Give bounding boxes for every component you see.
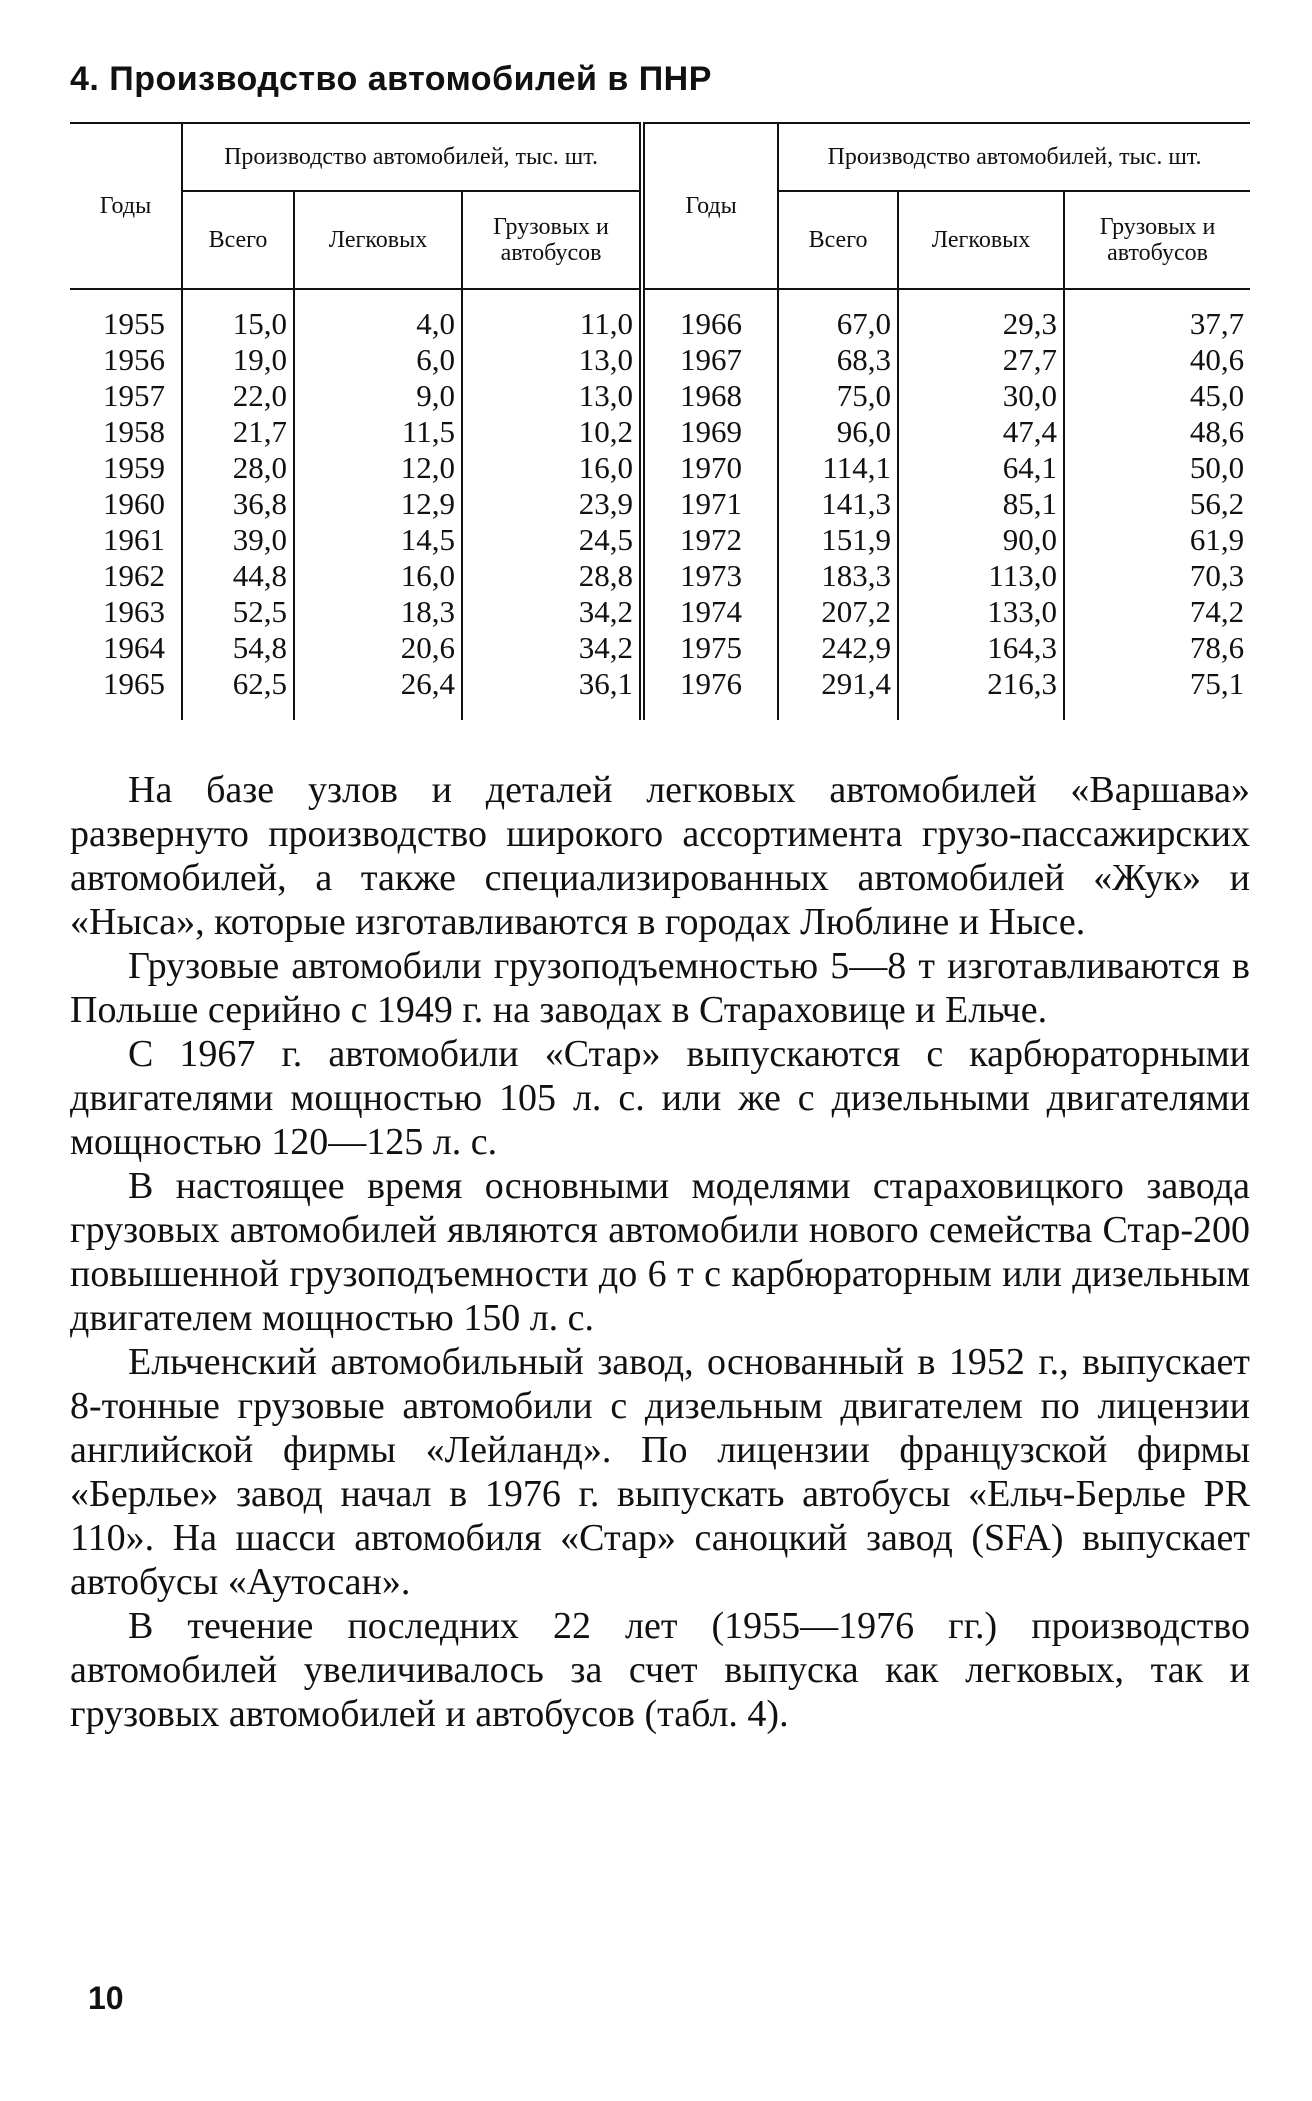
year-cell: 1961 <box>103 522 165 557</box>
year-cell: 1976 <box>642 666 778 720</box>
body-text <box>70 768 1250 1736</box>
table-row <box>70 666 1250 720</box>
cars-cell: 18,3 <box>294 594 462 630</box>
total-cell: 291,4 <box>778 666 898 720</box>
year-cell: 1970 <box>642 450 778 486</box>
table-body <box>70 289 1250 720</box>
trucks-cell: 11,0 <box>462 289 642 342</box>
total-cell: 21,7 <box>182 414 294 450</box>
trucks-cell: 61,9 <box>1064 522 1250 558</box>
trucks-cell: 70,3 <box>1064 558 1250 594</box>
trucks-cell: 75,1 <box>1064 666 1250 720</box>
year-cell: 1966 <box>642 289 778 342</box>
year-cell: 1974 <box>642 594 778 630</box>
total-cell: 151,9 <box>778 522 898 558</box>
trucks-cell: 56,2 <box>1064 486 1250 522</box>
header-trucks-left: Грузовых и автобусов <box>462 191 642 289</box>
cars-cell: 85,1 <box>898 486 1064 522</box>
paragraph: В настоящее время основными моделями стараховицкого завода грузовых автомобилей являются автомобили нового семейства Стар-200 повышенной грузоподъемности до 6 т с карбюраторным или дизельным двигателем мощностью 150 л. с. <box>70 1165 1250 1339</box>
table-row <box>70 486 1250 522</box>
year-cell: 1975 <box>642 630 778 666</box>
cars-cell: 90,0 <box>898 522 1064 558</box>
total-cell: 114,1 <box>778 450 898 486</box>
table-row <box>70 289 1250 342</box>
table-row <box>70 378 1250 414</box>
trucks-cell: 13,0 <box>462 342 642 378</box>
trucks-cell: 48,6 <box>1064 414 1250 450</box>
cars-cell: 12,9 <box>294 486 462 522</box>
production-table-wrapper <box>70 122 1250 720</box>
cars-cell: 20,6 <box>294 630 462 666</box>
trucks-cell: 34,2 <box>462 630 642 666</box>
total-cell: 44,8 <box>182 558 294 594</box>
trucks-cell: 28,8 <box>462 558 642 594</box>
header-group-left: Производство автомобилей, тыс. шт. <box>182 123 642 191</box>
cars-cell: 9,0 <box>294 378 462 414</box>
table-row <box>70 630 1250 666</box>
trucks-cell: 45,0 <box>1064 378 1250 414</box>
header-cars-left: Легковых <box>294 191 462 289</box>
trucks-cell: 36,1 <box>462 666 642 720</box>
table-row <box>70 522 1250 558</box>
year-cell: 1967 <box>642 342 778 378</box>
year-cell: 1955 <box>103 306 165 341</box>
cars-cell: 30,0 <box>898 378 1064 414</box>
trucks-cell: 13,0 <box>462 378 642 414</box>
cars-cell: 16,0 <box>294 558 462 594</box>
header-total-left: Всего <box>182 191 294 289</box>
year-cell: 1963 <box>103 594 165 629</box>
total-cell: 67,0 <box>778 289 898 342</box>
cars-cell: 11,5 <box>294 414 462 450</box>
trucks-cell: 16,0 <box>462 450 642 486</box>
cars-cell: 113,0 <box>898 558 1064 594</box>
total-cell: 36,8 <box>182 486 294 522</box>
cars-cell: 4,0 <box>294 289 462 342</box>
year-cell: 1964 <box>103 630 165 665</box>
header-total-right: Всего <box>778 191 898 289</box>
trucks-cell: 50,0 <box>1064 450 1250 486</box>
total-cell: 62,5 <box>182 666 294 720</box>
page-number: 10 <box>88 1980 124 2016</box>
total-cell: 75,0 <box>778 378 898 414</box>
table-row <box>70 342 1250 378</box>
year-cell: 1956 <box>103 342 165 377</box>
header-years-right: Годы <box>642 123 778 289</box>
year-cell: 1973 <box>642 558 778 594</box>
header-trucks-right: Грузовых и автобусов <box>1064 191 1250 289</box>
year-cell: 1962 <box>103 558 165 593</box>
paragraph: Грузовые автомобили грузоподъемностью 5—8 т изготавливаются в Польше серийно с 1949 г. на заводах в Стараховице и Ельче. <box>70 945 1250 1031</box>
trucks-cell: 34,2 <box>462 594 642 630</box>
year-cell: 1959 <box>103 450 165 485</box>
total-cell: 22,0 <box>182 378 294 414</box>
cars-cell: 6,0 <box>294 342 462 378</box>
total-cell: 54,8 <box>182 630 294 666</box>
paragraph: В течение последних 22 лет (1955—1976 гг.) производство автомобилей увеличивалось за счет выпуска как легковых, так и грузовых автомобилей и автобусов (табл. 4). <box>70 1605 1250 1735</box>
table-row <box>70 450 1250 486</box>
cars-cell: 12,0 <box>294 450 462 486</box>
total-cell: 52,5 <box>182 594 294 630</box>
total-cell: 15,0 <box>182 289 294 342</box>
total-cell: 19,0 <box>182 342 294 378</box>
trucks-cell: 78,6 <box>1064 630 1250 666</box>
total-cell: 141,3 <box>778 486 898 522</box>
year-cell: 1968 <box>642 378 778 414</box>
trucks-cell: 37,7 <box>1064 289 1250 342</box>
paragraph: Ельченский автомобильный завод, основанный в 1952 г., выпускает 8-тонные грузовые автомобили с дизельным двигателем по лицензии английской фирмы «Лейланд». По лицензии французской фирмы «Берлье» завод начал в 1976 г. выпускать автобусы «Ельч-Берлье PR 110». На шасси автомобиля «Стар» саноцкий завод (SFA) выпускает автобусы «Аутосан». <box>70 1341 1250 1603</box>
total-cell: 39,0 <box>182 522 294 558</box>
table-row <box>70 414 1250 450</box>
trucks-cell: 23,9 <box>462 486 642 522</box>
production-table <box>70 122 1250 720</box>
total-cell: 207,2 <box>778 594 898 630</box>
paragraph: С 1967 г. автомобили «Стар» выпускаются с карбюраторными двигателями мощностью 105 л. с. или же с дизельными двигателями мощностью 120—125 л. с. <box>70 1033 1250 1163</box>
year-cell: 1971 <box>642 486 778 522</box>
trucks-cell: 24,5 <box>462 522 642 558</box>
cars-cell: 164,3 <box>898 630 1064 666</box>
cars-cell: 27,7 <box>898 342 1064 378</box>
year-cell: 1958 <box>103 414 165 449</box>
total-cell: 242,9 <box>778 630 898 666</box>
total-cell: 68,3 <box>778 342 898 378</box>
trucks-cell: 10,2 <box>462 414 642 450</box>
cars-cell: 29,3 <box>898 289 1064 342</box>
year-cell: 1965 <box>103 666 165 701</box>
paragraph: На базе узлов и деталей легковых автомобилей «Варшава» развернуто производство широкого ассортимента грузо-пассажирских автомобилей, а также специализированных автомобилей «Жук» и «Ныса», которые изготавливаются в городах Люблине и Нысе. <box>70 769 1250 943</box>
trucks-cell: 74,2 <box>1064 594 1250 630</box>
cars-cell: 133,0 <box>898 594 1064 630</box>
cars-cell: 216,3 <box>898 666 1064 720</box>
total-cell: 183,3 <box>778 558 898 594</box>
table-row <box>70 594 1250 630</box>
cars-cell: 47,4 <box>898 414 1064 450</box>
year-cell: 1960 <box>103 486 165 521</box>
total-cell: 28,0 <box>182 450 294 486</box>
header-group-right: Производство автомобилей, тыс. шт. <box>778 123 1250 191</box>
year-cell: 1969 <box>642 414 778 450</box>
table-row <box>70 558 1250 594</box>
year-cell: 1957 <box>103 378 165 413</box>
header-cars-right: Легковых <box>898 191 1064 289</box>
total-cell: 96,0 <box>778 414 898 450</box>
cars-cell: 14,5 <box>294 522 462 558</box>
header-years-left: Годы <box>99 193 152 219</box>
cars-cell: 64,1 <box>898 450 1064 486</box>
trucks-cell: 40,6 <box>1064 342 1250 378</box>
table-title: 4. Производство автомобилей в ПНР <box>70 60 712 98</box>
cars-cell: 26,4 <box>294 666 462 720</box>
year-cell: 1972 <box>642 522 778 558</box>
